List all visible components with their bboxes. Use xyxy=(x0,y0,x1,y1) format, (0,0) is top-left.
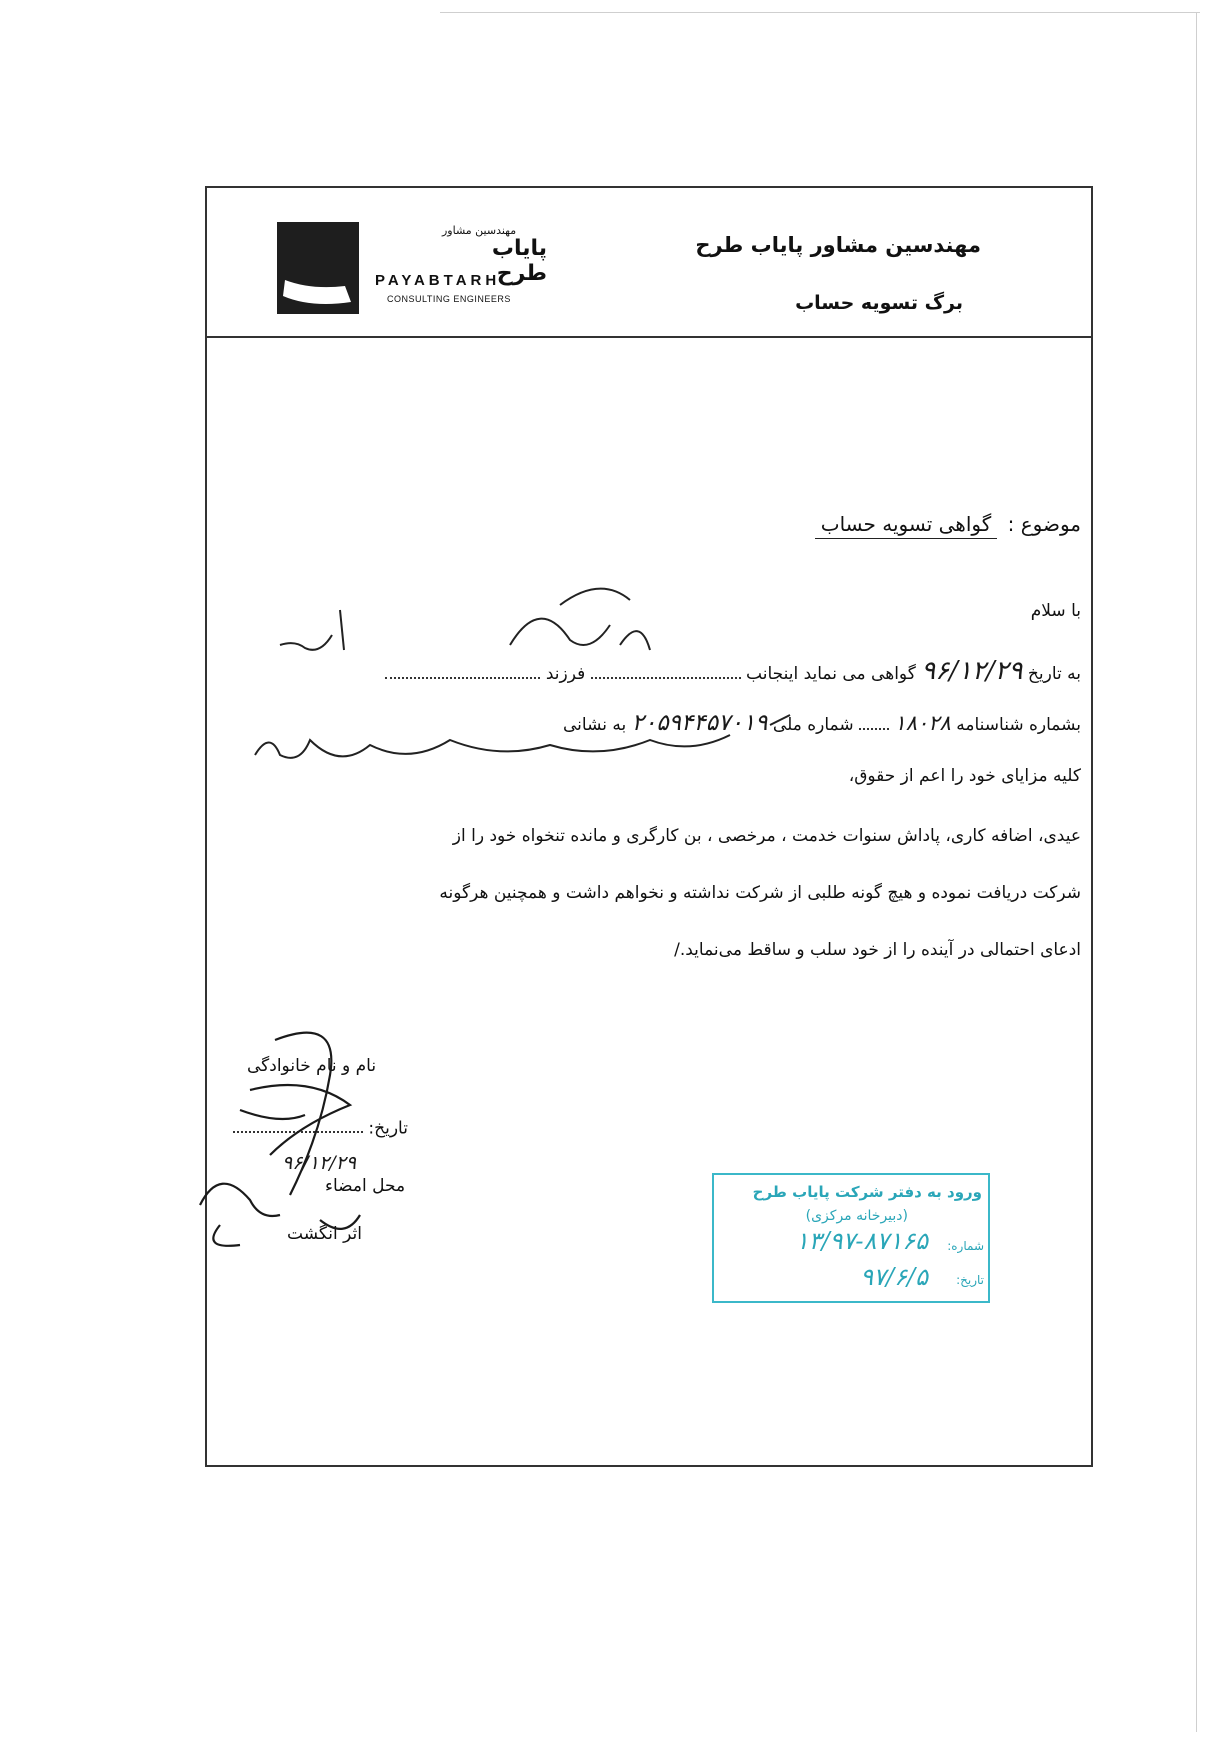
name-label: نام و نام خانوادگی xyxy=(247,1056,377,1076)
logo-mark xyxy=(277,222,359,314)
handwritten-name-scribble xyxy=(500,575,660,670)
body-line-3 xyxy=(849,766,1081,786)
stamp-subtitle: (دبیرخانه مرکزی) xyxy=(805,1208,908,1224)
date-prefix: به تاریخ xyxy=(1027,664,1081,684)
national-id-label: شماره ملی xyxy=(772,715,854,735)
stamp-number-value: ۱۳/۹۷-۸۷۱۶۵ xyxy=(795,1227,928,1255)
address-label: به نشانی xyxy=(562,715,627,735)
registry-stamp xyxy=(712,1173,990,1303)
logo-text-fa: پایاب طرح xyxy=(491,236,547,286)
subject-label: موضوع : xyxy=(1007,512,1081,536)
scan-edge-top xyxy=(440,12,1200,13)
national-id-value: ۲۰۵۹۴۴۵۷۰۱۹ xyxy=(631,710,768,736)
company-logo xyxy=(277,222,547,317)
body-line-5: شرکت دریافت نموده و هیچ گونه طلبی از شرکت نداشته و نخواهم داشت و همچنین هرگونه xyxy=(439,883,1081,903)
header-divider xyxy=(207,336,1091,338)
body-line-6: ادعای احتمالی در آینده را از خود سلب و ساقط می‌نماید./ xyxy=(674,940,1081,960)
subject-line xyxy=(815,512,1081,539)
signature-scribble xyxy=(180,1015,420,1255)
stamp-number-label: شماره: xyxy=(947,1239,984,1253)
body-line-1 xyxy=(385,656,1081,686)
id-blank xyxy=(859,713,889,730)
signature-date-label: تاریخ: xyxy=(368,1118,408,1139)
fingerprint-label: اثر انگشت xyxy=(287,1224,362,1244)
scan-edge-right xyxy=(1196,12,1197,1732)
stamp-title: ورود به دفتر شرکت پایاب طرح xyxy=(752,1183,982,1201)
logo-text-en: PAYABTARH xyxy=(375,272,501,289)
company-name: مهندسین مشاور پایاب طرح xyxy=(695,233,981,257)
logo-text-en-sub: CONSULTING ENGINEERS xyxy=(387,294,511,304)
settlement-form xyxy=(205,186,1093,1467)
handwritten-date: ۹۶/۱۲/۲۹ xyxy=(921,656,1023,686)
signature-date-value: ۹۶/۱۲/۲۹ xyxy=(282,1152,357,1174)
benefits-text: کلیه مزایای خود را اعم از حقوق، xyxy=(848,766,1081,786)
body-line-4: عیدی، اضافه کاری، پاداش سنوات خدمت ، مرخصی ، بن کارگری و مانده تنخواه خود را از xyxy=(452,826,1081,846)
greeting: با سلام xyxy=(1030,601,1081,621)
stamp-date-value: ۹۷/۶/۵ xyxy=(860,1263,928,1291)
logo-text-fa-small: مهندسین مشاور xyxy=(442,224,517,237)
stamp-date-label: تاریخ: xyxy=(956,1273,984,1287)
son-of-label: فرزند xyxy=(545,664,586,684)
handwritten-father-scribble xyxy=(270,600,360,660)
handwritten-address-scribble xyxy=(250,710,760,780)
form-name: برگ تسویه حساب xyxy=(795,292,963,314)
sign-place-label: محل امضاء xyxy=(325,1176,406,1196)
certify-text: گواهی می نماید اینجانب xyxy=(746,664,916,684)
subject-value: گواهی تسویه حساب xyxy=(815,512,998,539)
id-label: بشماره شناسنامه xyxy=(956,715,1081,735)
id-value: ۱۸۰۲۸ xyxy=(894,711,951,735)
